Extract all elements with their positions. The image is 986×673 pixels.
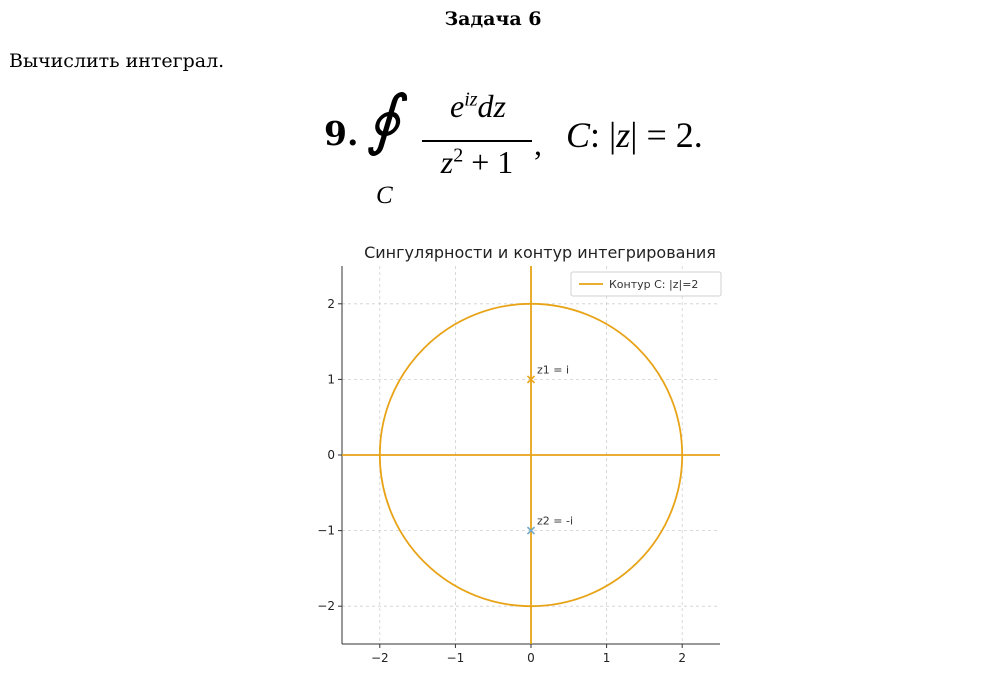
formula-comma: , [534,126,542,162]
y-tick-label-4: 2 [327,296,335,311]
denominator-exponent: 2 [453,144,464,167]
legend [571,272,721,296]
condition-label: C [566,115,591,155]
chart-title: Сингулярности и контур интегрирования [364,243,716,262]
series-layer [342,266,720,644]
contour-subscript: C [376,182,393,209]
x-tick-label-4: 2 [678,651,687,665]
singularity-plot [315,236,755,673]
fraction-denominator [424,144,530,181]
numerator-differential: dz [477,88,506,124]
tick-labels [317,297,686,665]
contour-integral-sign: ∮ [366,84,401,157]
x-tick-label-2: 0 [527,651,535,665]
y-tick-label-2: 0 [327,448,335,462]
fraction-numerator [430,88,526,125]
problem-number: 9. [324,114,359,153]
integral-formula [310,86,770,216]
x-tick-label-1: −1 [446,651,465,665]
singularity-label-1: z1 = i [537,363,570,377]
plot-svg [315,236,755,668]
denominator-rest: + 1 [463,144,514,180]
denominator-var: z [440,144,454,180]
y-tick-label-1: −1 [317,523,335,538]
problem-instruction: Вычислить интеграл. [9,50,225,72]
y-tick-label-0: −2 [317,599,335,614]
fraction-bar [422,140,532,142]
condition-var: z [616,115,631,155]
y-tick-label-3: 1 [327,372,335,387]
x-tick-label-3: 1 [602,651,611,665]
condition-rest: : | [590,115,617,155]
x-tick-label-0: −2 [370,651,389,665]
problem-heading: Задача 6 [444,8,542,30]
numerator-base: e [450,88,465,124]
singularity-label-2: z2 = -i [537,514,574,528]
contour-condition [566,114,703,156]
condition-end: | = 2. [630,115,703,155]
legend-label-0: Контур C: |z|=2 [609,278,699,291]
numerator-exponent: iz [464,88,478,111]
